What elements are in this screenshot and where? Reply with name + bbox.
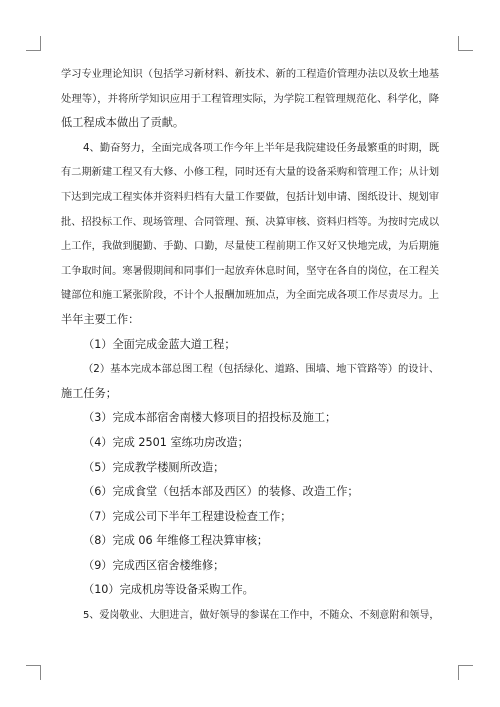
paragraph-continued <box>61 62 441 136</box>
text-line: 下达到完成工程实体并资料归档有大量工作要做，包括计划申请、图纸设计、规划审 <box>61 191 440 203</box>
text-line: 工争取时间。寒暑假期间和同事们一起放弃休息时间，坚守在各自的岗位，在工程关 <box>61 265 440 277</box>
crop-mark-top-left <box>26 36 41 51</box>
crop-mark-bottom-right <box>458 665 473 680</box>
text-line: 学习专业理论知识（包括学习新材料、新技术、新的工程造价管理办法以及软土地基 <box>61 69 440 80</box>
list-item: （1）全面完成金蓝大道工程； <box>83 337 236 351</box>
list-item: （8）完成 06 年维修工程决算审核； <box>83 534 269 548</box>
text-line: 4、勤奋努力，全面完成各项工作今年上半年是我院建设任务最繁重的时期，既 <box>83 141 440 154</box>
paragraph-diligence <box>61 136 441 333</box>
list-item: （10）完成机房等设备采购工作。 <box>83 583 254 597</box>
list-item: （6）完成食堂（包括本部及西区）的装修、改造工作； <box>83 485 359 499</box>
list-item: （2）基本完成本部总图工程（包括绿化、道路、围墙、地下管路等）的设计、 <box>83 363 440 376</box>
crop-mark-bottom-left <box>26 665 41 680</box>
paragraph-dedication <box>61 603 441 628</box>
text-line: 处理等），并将所学知识应用于工程管理实际，为学院工程管理规范化、科学化，降 <box>61 92 440 105</box>
text-line: 批、招投标工作、现场管理、合同管理、预、决算审核、资料归档等。为按时完成以 <box>61 216 440 228</box>
text-line: 低工程成本做出了贡献。 <box>61 116 185 130</box>
document-body <box>61 62 441 628</box>
text-line: 键部位和施工紧张阶段，不计个人报酬加班加点，为全面完成各项工作尽责尽力。上 <box>61 290 440 302</box>
list-item: （3）完成本部宿舍南楼大修项目的招投标及施工； <box>83 411 337 425</box>
crop-mark-top-right <box>458 36 473 51</box>
work-item-list <box>61 333 441 604</box>
text-line: 上工作，我做到腿勤、手勤、口勤，尽量使工程前期工作又好又快地完成，为后期施 <box>61 241 440 253</box>
list-item: （7）完成公司下半年工程建设检查工作； <box>83 509 292 523</box>
list-item: （4）完成 2501 室练功房改造； <box>83 435 249 449</box>
list-item-continuation: 施工任务； <box>61 386 117 400</box>
list-item: （5）完成教学楼厕所改造； <box>83 460 225 474</box>
list-item: （9）完成西区宿舍楼维修； <box>83 558 225 572</box>
text-line: 半年主要工作： <box>61 312 140 326</box>
text-line: 5、爱岗敬业、大胆进言，做好领导的参谋在工作中，不随众、不刻意附和领导， <box>83 610 440 622</box>
text-line: 有二期新建工程又有大修、小修工程，同时还有大量的设备采购和管理工作；从计划 <box>61 167 440 179</box>
